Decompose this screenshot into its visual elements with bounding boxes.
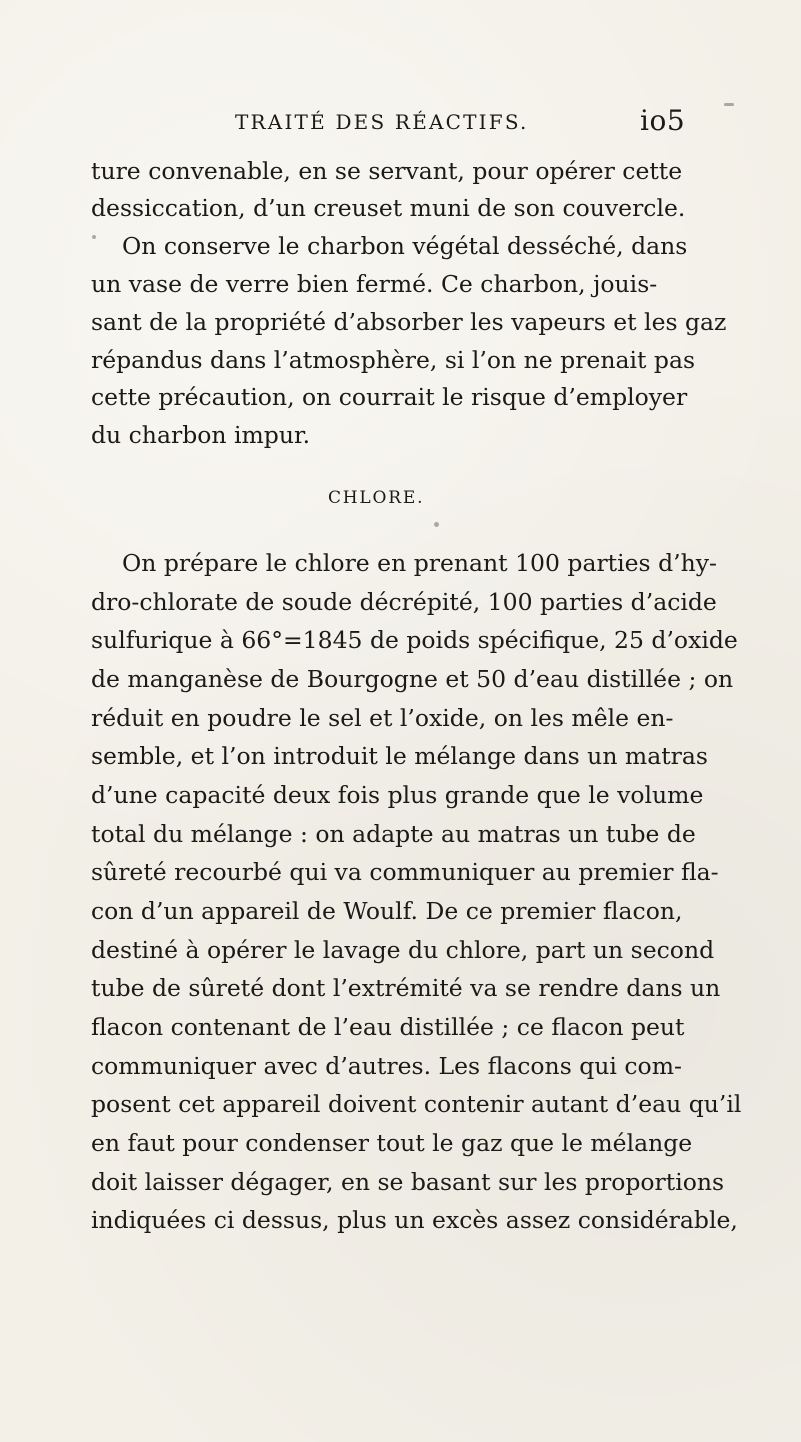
- body-line: flacon contenant de l’eau distillée ; ce flacon peut: [91, 1013, 685, 1041]
- running-title: TRAITÉ DES RÉACTIFS.: [235, 110, 529, 134]
- body-line: destiné à opérer le lavage du chlore, part un second: [91, 936, 715, 964]
- section-heading: CHLORE.: [328, 488, 425, 508]
- body-line: dessiccation, d’un creuset muni de son couvercle.: [91, 194, 686, 222]
- body-line: On prépare le chlore en prenant 100 parties d’hy-: [122, 549, 717, 577]
- body-line: On conserve le charbon végétal desséché, dans: [122, 232, 688, 260]
- body-line: tube de sûreté dont l’extrémité va se rendre dans un: [91, 974, 721, 1002]
- ink-speck: [724, 103, 734, 106]
- body-line: répandus dans l’atmosphère, si l’on ne prenait pas: [91, 346, 696, 374]
- body-line: indiquées ci dessus, plus un excès assez considérable,: [91, 1206, 738, 1234]
- body-line: sant de la propriété d’absorber les vapeurs et les gaz: [91, 308, 727, 336]
- body-line: posent cet appareil doivent contenir autant d’eau qu’il: [91, 1090, 742, 1118]
- body-line: cette précaution, on courrait le risque d’employer: [91, 383, 688, 411]
- body-line: total du mélange : on adapte au matras un tube de: [91, 820, 696, 848]
- page-number: io5: [640, 104, 686, 137]
- body-line: sûreté recourbé qui va communiquer au premier fla-: [91, 858, 719, 886]
- body-line: doit laisser dégager, en se basant sur les proportions: [91, 1168, 725, 1196]
- body-line: d’une capacité deux fois plus grande que le volume: [91, 781, 704, 809]
- body-line: sulfurique à 66°=1845 de poids spécifique, 25 d’oxide: [91, 626, 738, 654]
- body-line: réduit en poudre le sel et l’oxide, on les mêle en-: [91, 704, 674, 732]
- body-line: communiquer avec d’autres. Les flacons qui com-: [91, 1052, 682, 1080]
- body-line: dro-chlorate de soude décrépité, 100 parties d’acide: [91, 588, 717, 616]
- body-line: de manganèse de Bourgogne et 50 d’eau distillée ; on: [91, 665, 734, 693]
- body-line: con d’un appareil de Woulf. De ce premier flacon,: [91, 897, 683, 925]
- ink-speck: [92, 235, 96, 239]
- body-line: ture convenable, en se servant, pour opérer cette: [91, 157, 683, 185]
- ink-speck: [434, 522, 439, 527]
- body-line: en faut pour condenser tout le gaz que le mélange: [91, 1129, 693, 1157]
- body-line: semble, et l’on introduit le mélange dans un matras: [91, 742, 708, 770]
- body-line: un vase de verre bien fermé. Ce charbon, jouis-: [91, 270, 658, 298]
- page-header: [0, 104, 801, 146]
- body-line: du charbon impur.: [91, 421, 311, 449]
